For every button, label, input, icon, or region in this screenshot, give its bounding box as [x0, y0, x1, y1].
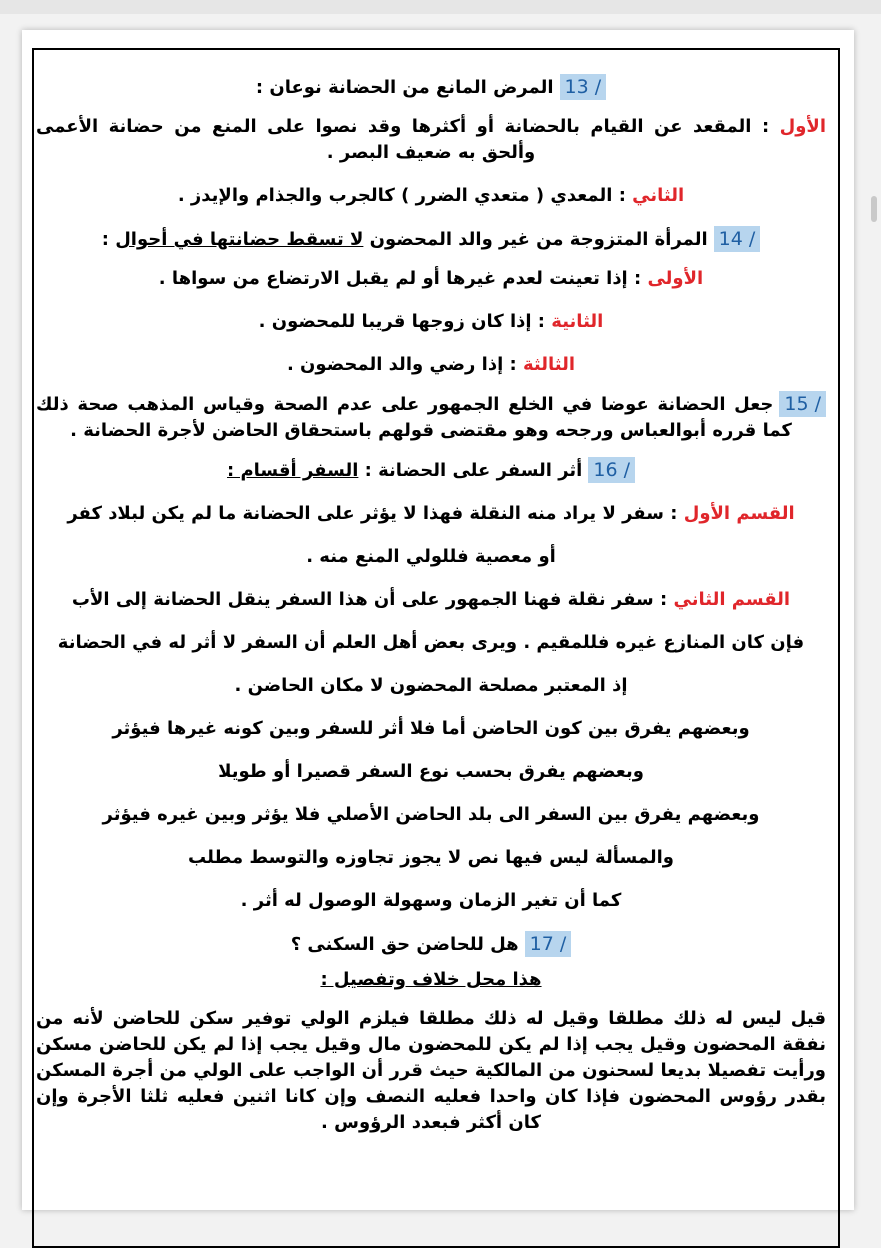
item-label: الثالثة — [523, 354, 576, 375]
item-label: القسم الأول — [683, 503, 795, 524]
section-16-line: كما أن تغير الزمان وسهولة الوصول له أثر . — [240, 890, 622, 911]
section-13-first-item — [36, 114, 826, 166]
item-text: : سفر لا يراد منه النقلة فهذا لا يؤثر على الحضانة ما لم يكن لبلاد كفر — [67, 503, 684, 524]
section-16-title-underlined: السفر أقسام : — [227, 460, 359, 481]
section-16-line: وبعضهم يفرق بين السفر الى بلد الحاضن الأصلي فلا يؤثر وبين غيره فيؤثر — [102, 804, 760, 825]
item-label: القسم الثاني — [673, 589, 791, 610]
section-14-case-3 — [36, 352, 826, 378]
section-16-line: والمسألة ليس فيها نص لا يجوز تجاوزه والتوسط مطلب — [188, 847, 674, 868]
section-16-line: وبعضهم يفرق بين كون الحاضن أما فلا أثر للسفر وبين كونه غيرها فيؤثر — [112, 718, 750, 739]
section-16-line: وبعضهم يفرق بحسب نوع السفر قصيرا أو طويلا — [218, 761, 644, 782]
section-14-title-colon: : — [101, 229, 116, 250]
section-16-part-1-line-2: أو معصية فللولي المنع منه . — [306, 546, 556, 567]
item-text: : إذا كان زوجها قريبا للمحضون . — [258, 311, 552, 332]
section-14-case-1 — [36, 266, 826, 292]
section-number-badge: 13 / — [560, 74, 607, 100]
section-14-title: المرأة المتزوجة من غير والد المحضون — [363, 229, 708, 250]
section-number-badge: 15 / — [779, 391, 826, 417]
section-16-part-2 — [36, 587, 826, 613]
section-16-part-1 — [36, 501, 826, 527]
section-16-line: إذ المعتبر مصلحة المحضون لا مكان الحاضن . — [234, 675, 628, 696]
section-number-badge: 14 / — [714, 226, 761, 252]
section-16-heading — [36, 457, 826, 484]
section-15-text: جعل الحضانة عوضا في الخلع الجمهور على عدم الصحة وقياس المذهب صحة ذلك كما قرره أبوالعباس ورجحه وهو مقتضى قولهم باستحقاق الحاضن لأجرة الحضانة . — [36, 394, 792, 441]
section-15-paragraph — [36, 391, 826, 444]
section-17-heading — [36, 931, 826, 958]
item-text: : المعدي ( متعدي الضرر ) كالجرب والجذام والإيدز . — [177, 185, 633, 206]
section-13-heading — [36, 74, 826, 101]
viewer-top-bar — [0, 0, 881, 14]
item-label: الثانية — [551, 311, 604, 332]
section-16-line: فإن كان المنازع غيره فللمقيم . ويرى بعض أهل العلم أن السفر لا أثر له في الحضانة — [57, 632, 805, 653]
section-13-title: المرض المانع من الحضانة نوعان : — [255, 77, 554, 98]
section-14-heading — [36, 226, 826, 253]
section-16-title: أثر السفر على الحضانة : — [358, 460, 583, 481]
item-label: الثاني — [632, 185, 685, 206]
item-text: : إذا رضي والد المحضون . — [286, 354, 523, 375]
section-17-paragraph: قيل ليس له ذلك مطلقا وقيل له ذلك مطلقا فيلزم الولي توفير سكن للحاضن لأنه من نفقة المحضون وقيل يجب إذا لم يكن للمحضون مال وقيل يجب إذا لم يكن للحاضن مسكن ورأيت تفصيلا بديعا لسحنون من المالكية حيث قرر أن الواجب على الولي من أجرة المسكن بقدر رؤوس المحضون فإذا كان واحدا فعليه النصف وإن كانا اثنين فعليه ثلثا الأجرة وإن كان أكثر فبعدد الرؤوس . — [36, 1008, 826, 1133]
document-page — [22, 30, 854, 1210]
item-text: : سفر نقلة فهنا الجمهور على أن هذا السفر ينقل الحضانة إلى الأب — [71, 589, 674, 610]
section-17-title: هل للحاضن حق السكنى ؟ — [290, 934, 519, 955]
section-13-second-item — [36, 183, 826, 209]
section-number-badge: 17 / — [525, 931, 572, 957]
section-14-title-underlined: لا تسقط حضانتها في أحوال — [115, 229, 364, 250]
scrollbar-thumb[interactable] — [871, 196, 877, 222]
item-label: الأولى — [647, 268, 704, 289]
item-label: الأول — [779, 116, 826, 137]
section-number-badge: 16 / — [588, 457, 635, 483]
item-text: : إذا تعينت لعدم غيرها أو لم يقبل الارتضاع من سواها . — [158, 268, 648, 289]
section-17-subtitle: هذا محل خلاف وتفصيل : — [320, 969, 542, 990]
item-text: : المقعد عن القيام بالحضانة أو أكثرها وقد نصوا على المنع من حضانة الأعمى وألحق به ضعيف البصر . — [36, 116, 780, 163]
document-content — [36, 74, 826, 1136]
section-14-case-2 — [36, 309, 826, 335]
